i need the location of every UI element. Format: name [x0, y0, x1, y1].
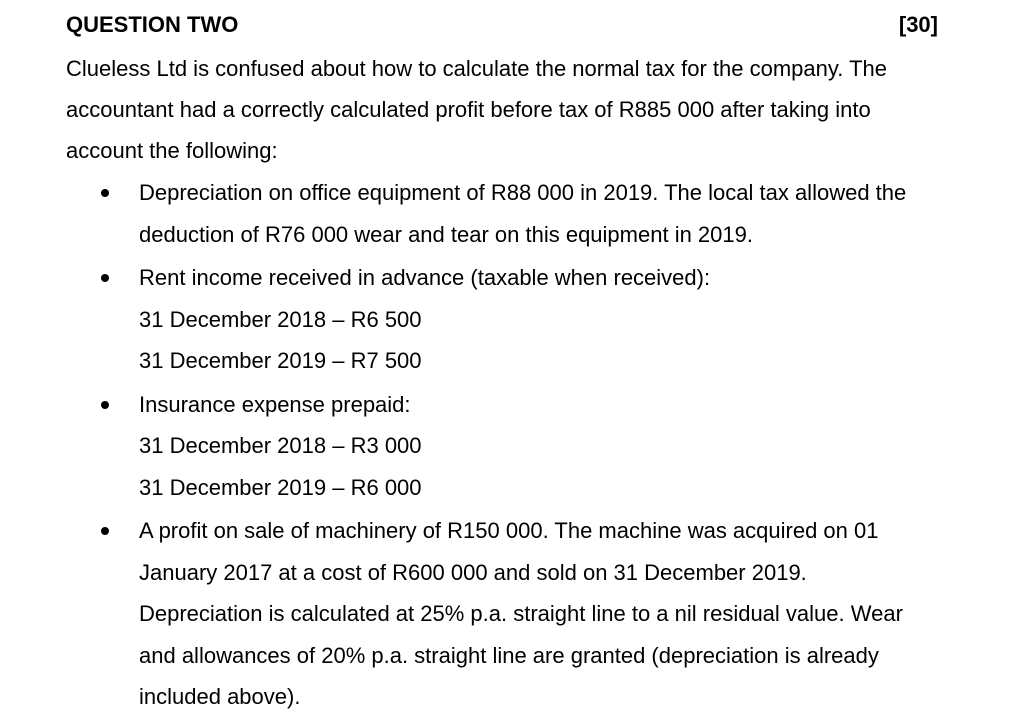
- bullet-line: included above).: [139, 684, 301, 709]
- question-heading: [66, 10, 938, 40]
- bullet-dot-icon: [101, 527, 109, 535]
- bullet-list: [66, 172, 1006, 718]
- bullet-dot-icon: [101, 401, 109, 409]
- bullet-line: Insurance expense prepaid:: [139, 391, 411, 417]
- bullet-line: 31 December 2018 – R6 500: [139, 306, 422, 332]
- question-title: QUESTION TWO: [66, 12, 239, 37]
- bullet-line: Depreciation is calculated at 25% p.a. straight line to a nil residual value. Wear: [139, 601, 903, 626]
- bullet-line: Rent income received in advance (taxable when received):: [139, 265, 711, 290]
- intro-paragraph: [66, 48, 996, 171]
- bullet-item-depreciation: [66, 172, 1006, 255]
- bullet-line: and allowances of 20% p.a. straight line are granted (depreciation is already: [139, 642, 879, 668]
- intro-line: Clueless Ltd is confused about how to calculate the normal tax for the company. The: [66, 56, 887, 81]
- bullet-item-machinery-sale: [66, 510, 1006, 718]
- bullet-line: 31 December 2019 – R7 500: [139, 348, 422, 373]
- bullet-dot-icon: [101, 274, 109, 282]
- bullet-line: A profit on sale of machinery of R150 000. The machine was acquired on 01: [139, 518, 879, 543]
- intro-line: accountant had a correctly calculated profit before tax of R885 000 after taking into: [66, 97, 871, 122]
- bullet-item-rent-income: [66, 257, 1006, 382]
- bullet-line: 31 December 2019 – R6 000: [139, 474, 422, 500]
- bullet-line: January 2017 at a cost of R600 000 and sold on 31 December 2019.: [139, 559, 807, 585]
- bullet-line: Depreciation on office equipment of R88 000 in 2019. The local tax allowed the: [139, 180, 907, 205]
- bullet-item-insurance: [66, 384, 1006, 509]
- bullet-line: deduction of R76 000 wear and tear on this equipment in 2019.: [139, 221, 753, 247]
- intro-line: account the following:: [66, 138, 278, 163]
- bullet-dot-icon: [101, 189, 109, 197]
- question-marks: [30]: [898, 12, 938, 37]
- bullet-line: 31 December 2018 – R3 000: [139, 433, 422, 458]
